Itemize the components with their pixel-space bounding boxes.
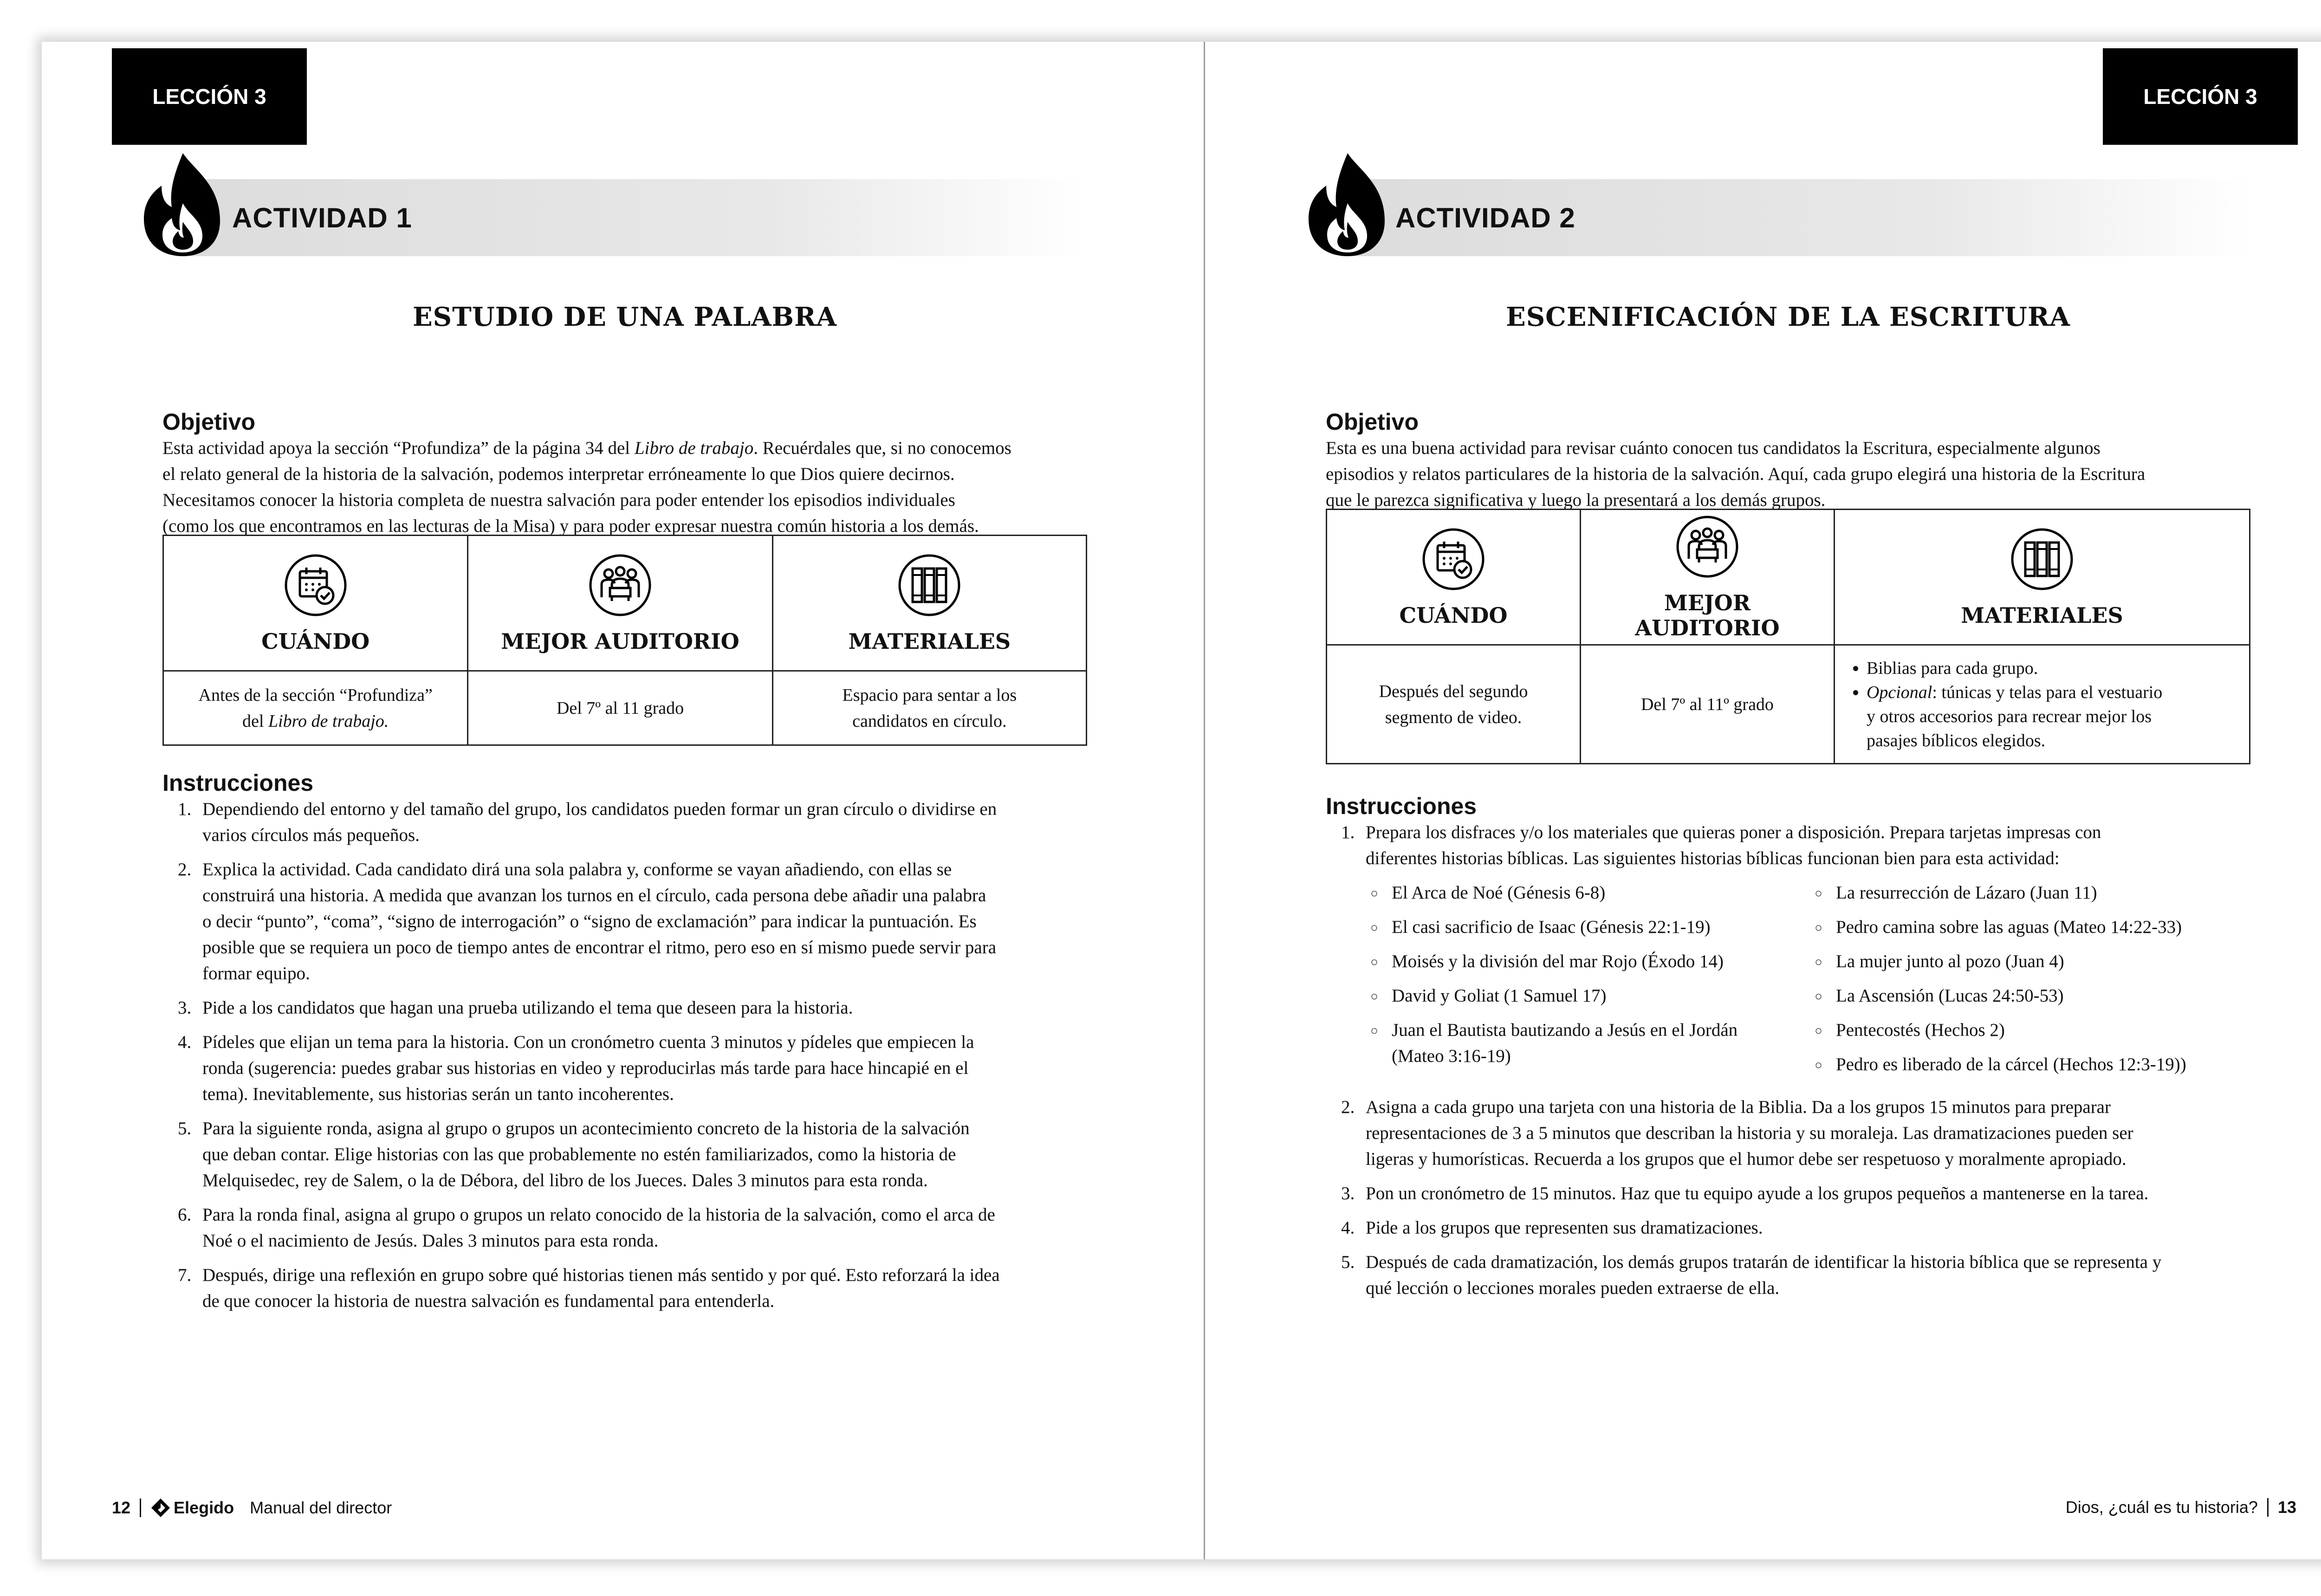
instruction-step xyxy=(1359,1249,2254,1301)
story-item xyxy=(1385,914,1810,940)
step-line: Después, dirige una reflexión en grupo sobre qué historias tienen más sentido y por qué. Esto reforzará la idea xyxy=(202,1265,1000,1285)
footer-divider xyxy=(140,1499,141,1517)
elegido-logo-icon xyxy=(150,1498,171,1518)
activity-label: ACTIVIDAD 1 xyxy=(232,202,412,233)
story-lists xyxy=(1366,880,2254,1086)
step-line: David y Goliat (1 Samuel 17) xyxy=(1392,986,1607,1006)
step-line: representaciones de 3 a 5 minutos que describan la historia y su moraleja. Las dramatizaciones pueden ser xyxy=(1366,1123,2133,1143)
story-item xyxy=(1385,983,1810,1009)
materials-text: pasajes bíblicos elegidos. xyxy=(1866,730,2046,750)
step-line: Asigna a cada grupo una tarjeta con una historia de la Biblia. Da a los grupos 15 minutos para preparar xyxy=(1366,1097,2111,1117)
step-line: Prepara los disfraces y/o los materiales que quieras poner a disposición. Prepara tarjetas impresas con xyxy=(1366,822,2101,842)
story-item xyxy=(1385,949,1810,975)
step-line: ligeras y humorísticas. Recuerda a los grupos que el humor debe ser respetuoso y moralmente apropiado. xyxy=(1366,1149,2127,1169)
instruction-step xyxy=(196,796,1091,848)
step-line: Después de cada dramatización, los demás grupos tratarán de identificar la historia bíblica que se representa y xyxy=(1366,1252,2162,1272)
right-page xyxy=(1205,42,2321,1559)
instruction-step xyxy=(196,1202,1091,1254)
story-item: ◦ Pedro camina sobre las aguas (Mateo 14:22-33) xyxy=(1829,914,2254,940)
when-cell xyxy=(163,671,468,745)
instruction-step xyxy=(196,1262,1091,1314)
step-line: Pídeles que elijan un tema para la historia. Con un cronómetro cuenta 3 minutos y pídeles que empiecen la xyxy=(202,1032,974,1052)
objective-text xyxy=(1326,435,2254,513)
instruction-step xyxy=(1359,1215,2254,1241)
objective-line: Necesitamos conocer la historia completa de nuestra salvación para poder entender los episodios individuales xyxy=(162,490,955,510)
objective-heading: Objetivo xyxy=(162,409,256,435)
step-line: varios círculos más pequeños. xyxy=(202,825,420,845)
footer-divider xyxy=(2267,1498,2269,1517)
objective-line: (como los que encontramos en las lecturas de la Misa) y para poder expresar nuestra común historia a los demás. xyxy=(162,516,979,536)
instruction-step xyxy=(196,1116,1091,1194)
optional-label: Opcional xyxy=(1866,682,1932,702)
activity-label: ACTIVIDAD 2 xyxy=(1395,202,1575,233)
materials-text: Espacio para sentar a los xyxy=(842,685,1017,705)
objective-line: Esta actividad apoya la sección “Profundiza” de la página 34 del xyxy=(162,438,635,458)
step-line: Pide a los grupos que representen sus dramatizaciones. xyxy=(1366,1218,1763,1238)
instructions-heading: Instrucciones xyxy=(162,770,314,796)
step-line: de que conocer la historia de nuestra salvación es fundamental para entenderla. xyxy=(202,1291,775,1311)
materials-header: MATERIALES xyxy=(1961,602,2123,628)
objective-text xyxy=(162,435,1091,539)
story-list-right xyxy=(1810,880,2254,1086)
story-item: ◦ Pentecostés (Hechos 2) xyxy=(1829,1017,2254,1043)
materials-cell xyxy=(772,671,1086,745)
step-line: Moisés y la división del mar Rojo (Éxodo 14) xyxy=(1392,951,1724,971)
when-header-cell xyxy=(163,536,468,671)
step-line: ronda (sugerencia: puedes grabar sus historias en video y reproducirlas más tarde para hace hincapié en el xyxy=(202,1058,969,1078)
instruction-step xyxy=(1359,1094,2254,1172)
audience-cell: Del 7º al 11 grado xyxy=(468,671,772,745)
materials-text: y otros accesorios para recrear mejor los xyxy=(1866,706,2152,726)
instruction-step xyxy=(196,857,1091,987)
book-name: Dios, ¿cuál es tu historia? xyxy=(2065,1498,2258,1517)
step-line: Pon un cronómetro de 15 minutos. Haz que tu equipo ayude a los grupos pequeños a mantenerse en la tarea. xyxy=(1366,1183,2149,1203)
footer xyxy=(112,1498,392,1518)
objective-section xyxy=(1326,408,2254,513)
book-name: Manual del director xyxy=(250,1498,392,1517)
instructions-heading: Instrucciones xyxy=(1326,793,1477,819)
instruction-step xyxy=(196,1029,1091,1107)
materials-item xyxy=(1867,680,2238,753)
step-line: posible que se requiera un poco de tiempo antes de encontrar el ritmo, pero eso en sí mismo puede servir para xyxy=(202,937,997,957)
story-item: ◦ La Ascensión (Lucas 24:50-53) xyxy=(1829,983,2254,1009)
info-table-wrap xyxy=(1326,509,2254,764)
activity-title: ESTUDIO DE UNA PALABRA xyxy=(412,302,837,332)
info-table-wrap xyxy=(162,535,1091,746)
books-icon xyxy=(897,553,962,618)
audience-header: MEJOR AUDITORIO xyxy=(1635,590,1780,640)
audience-header-cell xyxy=(1580,510,1834,645)
step-line: tema). Inevitablemente, sus historias serán un tanto incoherentes. xyxy=(202,1084,674,1104)
step-line: Para la ronda final, asigna al grupo o grupos un relato conocido de la historia de la salvación, como el arca de xyxy=(202,1205,995,1225)
info-table xyxy=(1326,509,2250,764)
materials-list xyxy=(1846,656,2238,753)
when-text: Libro de trabajo. xyxy=(268,711,389,731)
footer xyxy=(2066,1498,2296,1517)
step-line: El Arca de Noé (Génesis 6-8) xyxy=(1392,883,1606,903)
lesson-tab: LECCIÓN 3 xyxy=(112,48,307,145)
when-text: segmento de video. xyxy=(1385,707,1522,727)
lesson-tab: LECCIÓN 3 xyxy=(2103,48,2298,145)
info-table xyxy=(162,535,1087,746)
story-item: ◦ Pedro es liberado de la cárcel (Hechos 12:3-19)) xyxy=(1829,1052,2254,1078)
calendar-check-icon xyxy=(283,553,348,618)
when-text: Después del segundo xyxy=(1379,681,1528,701)
materials-text: candidatos en círculo. xyxy=(852,711,1007,731)
when-text: Antes de la sección “Profundiza” xyxy=(198,685,433,705)
step-line: diferentes historias bíblicas. Las siguientes historias bíblicas funcionan bien para esta actividad: xyxy=(1366,848,2060,868)
step-line: Explica la actividad. Cada candidato dirá una sola palabra y, conforme se vayan añadiendo, con ellas se xyxy=(202,859,952,879)
group-people-icon xyxy=(1675,514,1740,579)
objective-line: episodios y relatos particulares de la historia de la salvación. Aquí, cada grupo elegirá una historia de la Escritura xyxy=(1326,464,2146,484)
audience-header-cell xyxy=(468,536,772,671)
audience-cell: Del 7º al 11º grado xyxy=(1580,645,1834,764)
instructions-list xyxy=(1326,1094,2254,1301)
step-line: formar equipo. xyxy=(202,963,310,983)
step-line: Juan el Bautista bautizando a Jesús en el Jordán xyxy=(1392,1020,1738,1040)
materials-header: MATERIALES xyxy=(848,628,1011,654)
step-line: Noé o el nacimiento de Jesús. Dales 3 minutos para esta ronda. xyxy=(202,1231,659,1251)
step-line: El casi sacrificio de Isaac (Génesis 22:1-19) xyxy=(1392,917,1711,937)
activity-title: ESCENIFICACIÓN DE LA ESCRITURA xyxy=(1506,302,2070,332)
activity-band xyxy=(1340,179,2250,256)
step-line: o decir “punto”, “coma”, “signo de interrogación” o “signo de exclamación” para indicar la puntuación. Es xyxy=(202,911,977,931)
when-header-cell xyxy=(1327,510,1581,645)
objective-line: que le parezca significativa y luego la presentará a los demás grupos. xyxy=(1326,490,1826,510)
step-line: Melquisedec, rey de Salem, o la de Débora, del libro de los Jueces. Dales 3 minutos para esta ronda. xyxy=(202,1170,928,1190)
instructions-list xyxy=(1326,820,2254,1086)
story-item xyxy=(1385,880,1810,906)
group-people-icon xyxy=(588,553,653,618)
objective-line: . Recuérdales que, si no conocemos xyxy=(753,438,1011,458)
page-number: 12 xyxy=(112,1498,131,1517)
materials-text: : túnicas y telas para el vestuario xyxy=(1932,682,2163,702)
books-icon xyxy=(2010,527,2075,592)
activity-band xyxy=(176,179,1086,256)
objective-line: Libro de trabajo xyxy=(634,438,754,458)
when-text: del xyxy=(242,711,268,731)
when-header: CUÁNDO xyxy=(1399,602,1508,628)
instructions-section xyxy=(162,769,1091,1323)
step-line: Pide a los candidatos que hagan una prueba utilizando el tema que deseen para la historia. xyxy=(202,998,853,1018)
instructions-list xyxy=(162,796,1091,1314)
instructions-section xyxy=(1326,793,2254,1310)
flame-icon xyxy=(138,151,227,258)
brand-name: Elegido xyxy=(174,1498,234,1517)
page-number: 13 xyxy=(2277,1498,2296,1517)
flame-icon xyxy=(1303,151,1391,258)
book-spread xyxy=(42,42,2321,1559)
materials-cell xyxy=(1834,645,2250,764)
story-item: ◦ La resurrección de Lázaro (Juan 11) xyxy=(1829,880,2254,906)
objective-line: el relato general de la historia de la salvación, podemos interpretar erróneamente lo que Dios quiere decirnos. xyxy=(162,464,955,484)
story-item xyxy=(1385,1017,1810,1069)
when-cell xyxy=(1327,645,1581,764)
materials-item: • Biblias para cada grupo. xyxy=(1867,656,2238,680)
left-page xyxy=(42,42,1204,1559)
when-header: CUÁNDO xyxy=(261,628,370,654)
objective-heading: Objetivo xyxy=(1326,409,1419,435)
instruction-step xyxy=(1359,1181,2254,1207)
step-line: (Mateo 3:16-19) xyxy=(1392,1046,1511,1066)
materials-header-cell xyxy=(1834,510,2250,645)
instruction-step xyxy=(196,995,1091,1021)
calendar-check-icon xyxy=(1421,527,1486,592)
step-line: que deban contar. Elige historias con las que probablemente no estén familiarizados, como la historia de xyxy=(202,1144,956,1164)
instruction-step xyxy=(1359,820,2254,1086)
materials-header-cell xyxy=(772,536,1086,671)
story-item: ◦ La mujer junto al pozo (Juan 4) xyxy=(1829,949,2254,975)
audience-header: MEJOR AUDITORIO xyxy=(501,628,739,654)
story-list-left xyxy=(1366,880,1810,1086)
objective-line: Esta es una buena actividad para revisar cuánto conocen tus candidatos la Escritura, especialmente algunos xyxy=(1326,438,2101,458)
step-line: qué lección o lecciones morales pueden extraerse de ella. xyxy=(1366,1278,1780,1298)
step-line: Dependiendo del entorno y del tamaño del grupo, los candidatos pueden formar un gran círculo o dividirse en xyxy=(202,799,997,819)
step-line: Para la siguiente ronda, asigna al grupo o grupos un acontecimiento concreto de la historia de la salvación xyxy=(202,1118,970,1138)
objective-section xyxy=(162,408,1091,539)
step-line: construirá una historia. A medida que avanzan los turnos en el círculo, cada persona debe añadir una palabra xyxy=(202,885,986,905)
